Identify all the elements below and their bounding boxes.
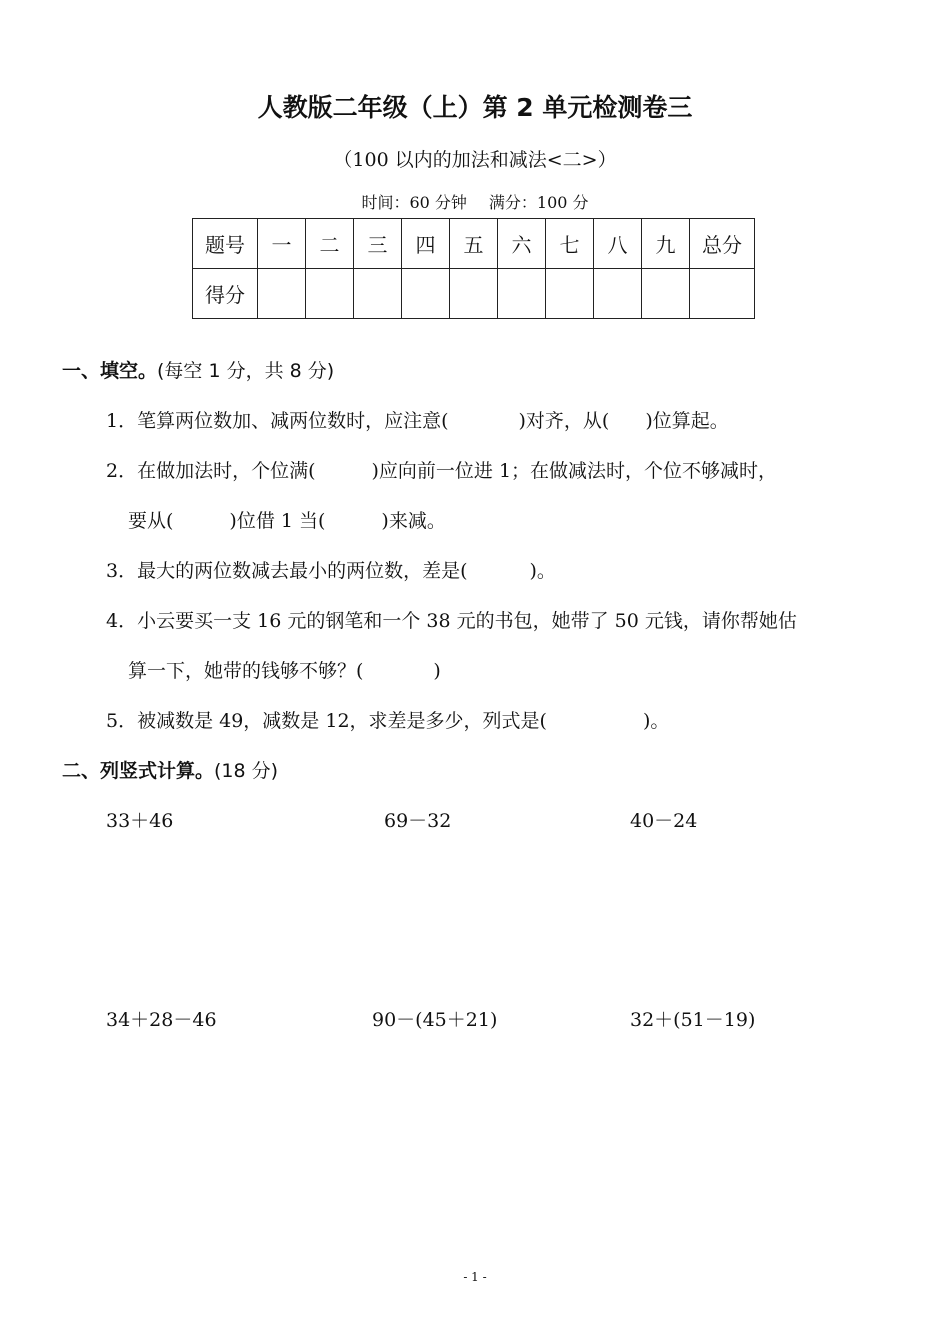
score-cell [642,269,690,319]
score-col-5: 五 [450,219,498,269]
score-cell [258,269,306,319]
question-text: )来减。 [381,510,446,532]
question-text: 最大的两位数减去最小的两位数，差是( [137,560,468,582]
score-cell [402,269,450,319]
score-cell [306,269,354,319]
page-number: - 1 - [463,1270,487,1284]
question-number: 3． [106,560,138,582]
page-title: 人教版二年级（上）第 2 单元检测卷三 [257,93,693,122]
question-text: )。 [529,560,556,582]
question-text: ) [433,660,441,682]
page-subtitle: （100 以内的加法和减法<二>） [333,149,617,171]
question-5 [106,706,669,733]
score-col-1: 一 [258,219,306,269]
score-col-2: 二 [306,219,354,269]
question-text: 笔算两位数加、减两位数时，应注意( [137,410,449,432]
question-number: 1． [106,410,138,432]
score-table-row2-label: 得分 [193,269,258,319]
time-label: 时间：60 分钟 [361,193,467,212]
score-table-header-row [193,219,755,269]
calc-expression: 33＋46 [106,810,174,832]
full-score-label: 满分：100 分 [488,193,589,212]
question-number: 5． [106,710,138,732]
section2-heading [62,756,278,783]
time-and-score-line [0,190,950,213]
question-text: )位借 1 当( [229,510,326,532]
question-2 [106,456,777,483]
score-col-8: 八 [594,219,642,269]
question-2-continued [128,506,446,533]
question-1 [106,406,729,433]
score-cell [546,269,594,319]
score-table-score-row [193,269,755,319]
score-col-9: 九 [642,219,690,269]
score-cell [498,269,546,319]
calc-expression: 69－32 [384,810,452,832]
calc-expression: 32＋(51－19) [630,1009,756,1031]
score-cell [594,269,642,319]
question-4 [106,606,797,633]
question-number: 2． [106,460,138,482]
calc-expression: 34＋28－46 [106,1009,217,1031]
calc-expression: 90－(45＋21) [372,1009,498,1031]
section1-points: (每空 1 分，共 8 分) [157,360,335,382]
section1-title: 一、填空。 [62,360,158,382]
question-text: )。 [642,710,670,732]
question-text: 在做加法时，个位满( [137,460,316,482]
score-col-3: 三 [354,219,402,269]
score-cell-total [690,269,755,319]
score-col-total: 总分 [690,219,755,269]
question-text: )应向前一位进 1；在做减法时，个位不够减时， [371,460,778,482]
score-col-6: 六 [498,219,546,269]
score-col-4: 四 [402,219,450,269]
question-text: )位算起。 [645,410,729,432]
section1-heading [62,356,334,383]
question-text: 算一下，她带的钱够不够？( [128,660,364,682]
question-text: 要从( [128,510,174,532]
score-cell [450,269,498,319]
section2-points: (18 分) [214,760,279,782]
score-table-row1-label: 题号 [193,219,258,269]
question-text: 被减数是 49，减数是 12，求差是多少，列式是( [137,710,547,732]
question-text: 小云要买一支 16 元的钢笔和一个 38 元的书包，她带了 50 元钱，请你帮她估 [137,610,797,632]
question-3 [106,556,556,583]
score-col-7: 七 [546,219,594,269]
section2-title: 二、列竖式计算。 [62,760,215,782]
question-number: 4． [106,610,138,632]
score-table [192,218,755,319]
calc-expression: 40－24 [630,810,698,832]
score-cell [354,269,402,319]
question-4-continued [128,656,441,683]
question-text: )对齐，从( [518,410,610,432]
